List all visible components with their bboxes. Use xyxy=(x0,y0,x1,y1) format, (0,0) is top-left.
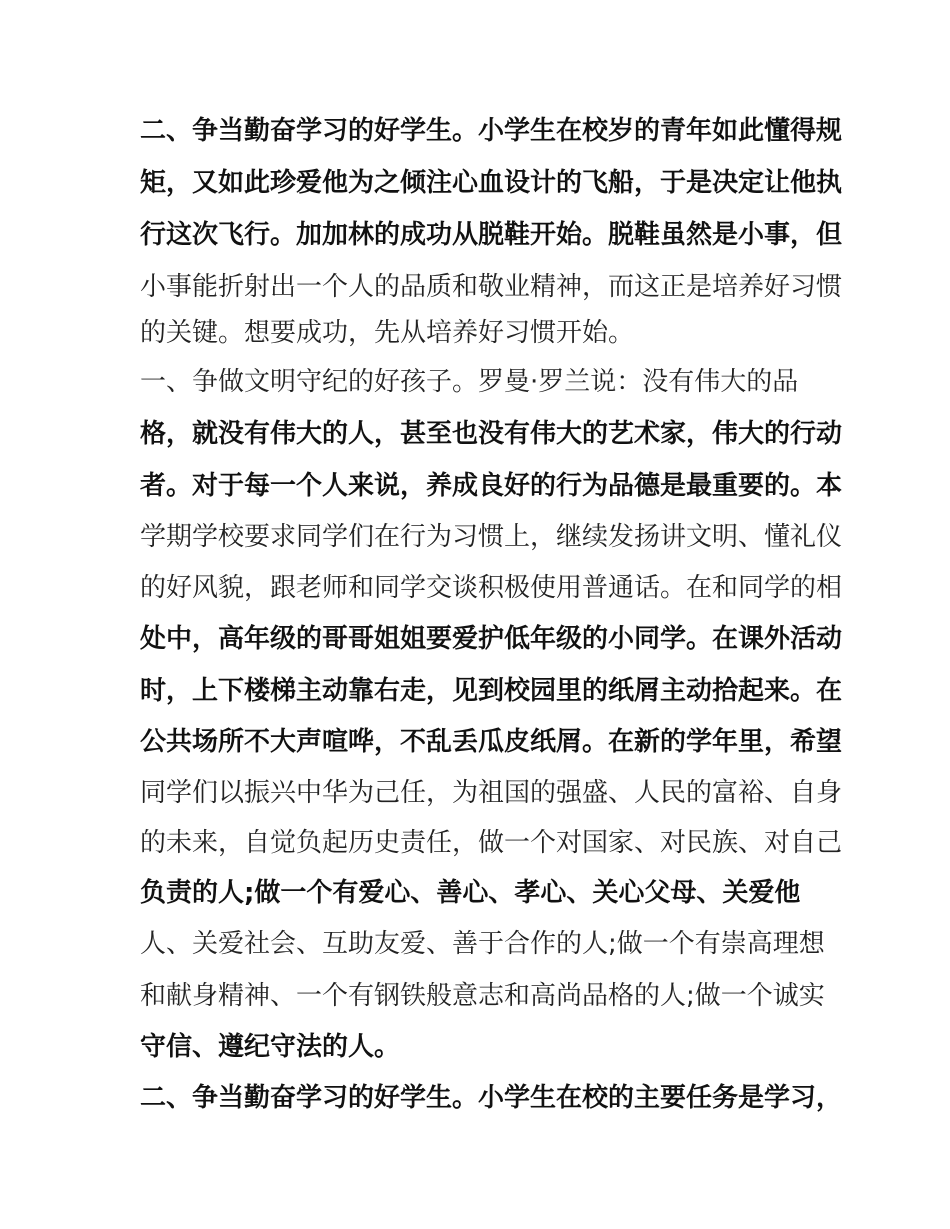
text-line: 二、争当勤奋学习的好学生。小学生在校的主要任务是学习， xyxy=(140,1083,843,1113)
text-line: 守信、遵纪守法的人。 xyxy=(140,1032,401,1062)
text-line: 学期学校要求同学们在行为习惯上，继续发扬讲文明、懂礼仪 xyxy=(140,522,843,552)
text-line: 和献身精神、一个有钢铁般意志和高尚品格的人;做一个诚实 xyxy=(140,981,825,1011)
text-line: 一、争做文明守纪的好孩子。罗曼·罗兰说：没有伟大的品 xyxy=(140,367,799,397)
text-line: 矩，又如此珍爱他为之倾注心血设计的飞船，于是决定让他执 xyxy=(140,168,843,198)
text-line: 的未来，自觉负起历史责任，做一个对国家、对民族、对自己 xyxy=(140,828,843,858)
text-line: 格，就没有伟大的人，甚至也没有伟大的艺术家，伟大的行动 xyxy=(140,419,843,449)
text-line: 处中，高年级的哥哥姐姐要爱护低年级的小同学。在课外活动 xyxy=(140,624,843,654)
text-line: 的关键。想要成功，先从培养好习惯开始。 xyxy=(140,318,635,348)
text-line: 者。对于每一个人来说，养成良好的行为品德是最重要的。本 xyxy=(140,471,843,501)
text-line: 二、争当勤奋学习的好学生。小学生在校岁的青年如此懂得规 xyxy=(140,116,843,146)
text-line: 的好风貌，跟老师和同学交谈积极使用普通话。在和同学的相 xyxy=(140,573,843,603)
text-line: 小事能折射出一个人的品质和敬业精神，而这正是培养好习惯 xyxy=(140,272,843,302)
text-line: 人、关爱社会、互助友爱、善于合作的人;做一个有崇高理想 xyxy=(140,929,825,959)
text-line: 同学们以振兴中华为己任，为祖国的强盛、人民的富裕、自身 xyxy=(140,778,843,808)
text-line: 公共场所不大声喧哗，不乱丢瓜皮纸屑。在新的学年里，希望 xyxy=(140,727,843,757)
text-line: 时，上下楼梯主动靠右走，见到校园里的纸屑主动拾起来。在 xyxy=(140,676,843,706)
text-line: 行这次飞行。加加林的成功从脱鞋开始。脱鞋虽然是小事，但 xyxy=(140,220,843,250)
text-line: 负责的人;做一个有爱心、善心、孝心、关心父母、关爱他 xyxy=(140,878,801,908)
